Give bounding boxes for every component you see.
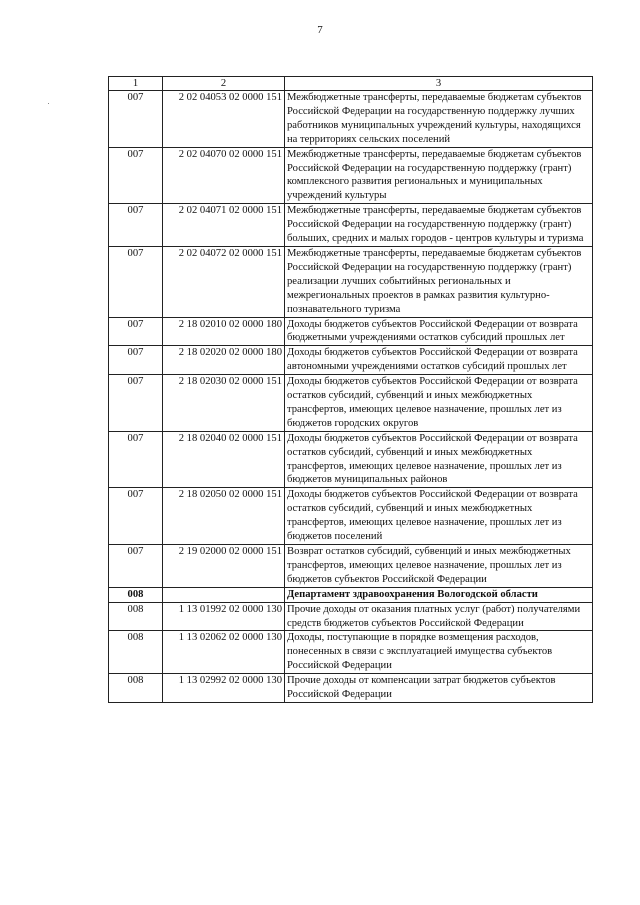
table-row [109, 246, 593, 317]
revenue-code-cell: 2 18 02050 02 0000 151 [163, 488, 285, 545]
table-row [109, 375, 593, 432]
revenue-code-cell: 1 13 02992 02 0000 130 [163, 674, 285, 703]
description-cell: Прочие доходы от оказания платных услуг (работ) получателями средств бюджетов субъектов Российской Федерации [285, 602, 593, 631]
description-cell: Доходы бюджетов субъектов Российской Федерации от возврата автономными учреждениями остатков субсидий прошлых лет [285, 346, 593, 375]
description-cell: Межбюджетные трансферты, передаваемые бюджетам субъектов Российской Федерации на государственную поддержку (грант) комплексного развития региональных и муниципальных учреждений культуры [285, 147, 593, 204]
description-cell: Межбюджетные трансферты, передаваемые бюджетам субъектов Российской Федерации на государственную поддержку лучших работников муниципальных учреждений культуры, находящихся на территориях сельских поселений [285, 91, 593, 148]
description-cell: Межбюджетные трансферты, передаваемые бюджетам субъектов Российской Федерации на государственную поддержку (грант) реализации лучших событийных региональных и межрегиональных проектов в рамках развития культурно-познавательного туризма [285, 246, 593, 317]
revenue-code-cell: 2 02 04071 02 0000 151 [163, 204, 285, 247]
admin-code-cell: 007 [109, 545, 163, 588]
revenue-code-cell: 2 18 02010 02 0000 180 [163, 317, 285, 346]
revenue-code-cell: 2 02 04053 02 0000 151 [163, 91, 285, 148]
section-title-cell: Департамент здравоохранения Вологодской области [285, 587, 593, 602]
revenue-code-cell: 2 02 04072 02 0000 151 [163, 246, 285, 317]
margin-dot [48, 103, 49, 104]
admin-code-cell: 007 [109, 375, 163, 432]
table-row [109, 346, 593, 375]
revenue-code-cell: 1 13 02062 02 0000 130 [163, 631, 285, 674]
table-row [109, 602, 593, 631]
admin-code-cell: 007 [109, 91, 163, 148]
table-row [109, 631, 593, 674]
revenue-code-cell: 2 18 02040 02 0000 151 [163, 431, 285, 488]
description-cell: Доходы бюджетов субъектов Российской Федерации от возврата остатков субсидий, субвенций и иных межбюджетных трансфертов, имеющих целевое назначение, прошлых лет из бюджетов поселений [285, 488, 593, 545]
revenue-code-cell: 2 18 02020 02 0000 180 [163, 346, 285, 375]
table-row [109, 91, 593, 148]
column-number-2: 2 [163, 77, 285, 91]
table-row [109, 147, 593, 204]
description-cell: Доходы бюджетов субъектов Российской Федерации от возврата остатков субсидий, субвенций и иных межбюджетных трансфертов, имеющих целевое назначение, прошлых лет из бюджетов городских округов [285, 375, 593, 432]
table-row [109, 488, 593, 545]
admin-code-cell: 007 [109, 317, 163, 346]
table-row [109, 204, 593, 247]
revenue-codes-table-wrapper [108, 76, 592, 703]
description-cell: Возврат остатков субсидий, субвенций и иных межбюджетных трансфертов, имеющих целевое назначение, прошлых лет из бюджетов субъектов Российской Федерации [285, 545, 593, 588]
description-cell: Межбюджетные трансферты, передаваемые бюджетам субъектов Российской Федерации на государственную поддержку (грант) больших, средних и малых городов - центров культуры и туризма [285, 204, 593, 247]
description-cell: Доходы бюджетов субъектов Российской Федерации от возврата остатков субсидий, субвенций и иных межбюджетных трансфертов, имеющих целевое назначение, прошлых лет из бюджетов муниципальных районов [285, 431, 593, 488]
section-admin-code-cell: 008 [109, 587, 163, 602]
revenue-code-cell: 1 13 01992 02 0000 130 [163, 602, 285, 631]
admin-code-cell: 007 [109, 246, 163, 317]
column-number-1: 1 [109, 77, 163, 91]
revenue-code-cell: 2 02 04070 02 0000 151 [163, 147, 285, 204]
table-row [109, 545, 593, 588]
section-heading-row [109, 587, 593, 602]
revenue-code-cell: 2 19 02000 02 0000 151 [163, 545, 285, 588]
table-row [109, 674, 593, 703]
admin-code-cell: 008 [109, 674, 163, 703]
table-row [109, 317, 593, 346]
admin-code-cell: 007 [109, 431, 163, 488]
admin-code-cell: 007 [109, 346, 163, 375]
description-cell: Прочие доходы от компенсации затрат бюджетов субъектов Российской Федерации [285, 674, 593, 703]
revenue-code-cell: 2 18 02030 02 0000 151 [163, 375, 285, 432]
table-row [109, 431, 593, 488]
admin-code-cell: 007 [109, 147, 163, 204]
description-cell: Доходы бюджетов субъектов Российской Федерации от возврата бюджетными учреждениями остатков субсидий прошлых лет [285, 317, 593, 346]
revenue-codes-table [108, 76, 593, 703]
page-number: 7 [317, 24, 323, 36]
section-empty-code-cell [163, 587, 285, 602]
description-cell: Доходы, поступающие в порядке возмещения расходов, понесенных в связи с эксплуатацией имущества субъектов Российской Федерации [285, 631, 593, 674]
column-number-row [109, 77, 593, 91]
admin-code-cell: 007 [109, 488, 163, 545]
admin-code-cell: 008 [109, 602, 163, 631]
column-number-3: 3 [285, 77, 593, 91]
admin-code-cell: 008 [109, 631, 163, 674]
admin-code-cell: 007 [109, 204, 163, 247]
